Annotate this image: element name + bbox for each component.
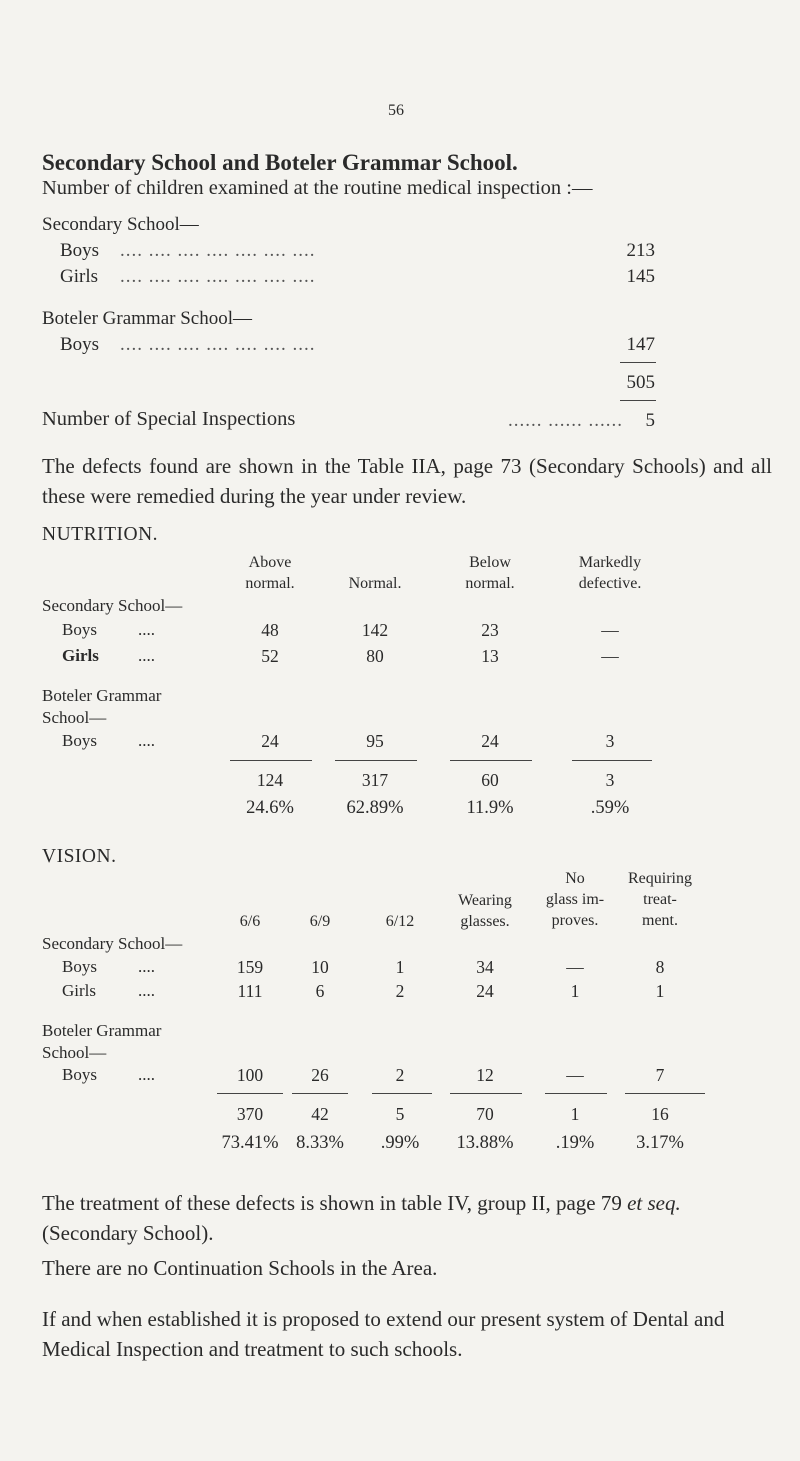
total-rule [620, 400, 656, 401]
row-label: Boys [62, 957, 97, 976]
table-cell: 6 [315, 981, 325, 1001]
table-cell: 3 [605, 731, 615, 751]
percent-cell: .99% [380, 1133, 420, 1153]
total-rule [230, 760, 312, 761]
table-cell: 10 [311, 957, 329, 977]
table-cell: 12 [476, 1065, 494, 1085]
leader-dots: ...... ...... ...... [508, 410, 623, 431]
total-rule [545, 1093, 607, 1094]
page-number: 56 [388, 102, 404, 119]
leader-dots: .... [138, 731, 155, 750]
table-cell: 1 [570, 981, 580, 1001]
total-rule [450, 1093, 522, 1094]
percent-cell: 8.33% [296, 1133, 344, 1153]
treatment-paragraph: The treatment of these defects is shown in table IV, group II, page 79 et seq. (Secondary School). [42, 1191, 681, 1245]
special-inspections-label: Number of Special Inspections [42, 408, 296, 430]
leader-dots: .... [138, 957, 155, 976]
page-title: Secondary School and Boteler Grammar School. [42, 150, 518, 175]
total-cell: 370 [236, 1104, 264, 1124]
total-cell: 3 [605, 770, 615, 790]
total-rule [625, 1093, 705, 1094]
table-cell: 24 [476, 981, 494, 1001]
row-label: Boys [62, 620, 97, 639]
total-rule [335, 760, 417, 761]
table-cell: 13 [481, 646, 499, 666]
percent-cell: 3.17% [636, 1133, 684, 1153]
table-cell: — [566, 1065, 584, 1085]
col-header-6-9: 6/9 [309, 913, 331, 930]
col-header-no-glass-improves: No glass im- proves. [545, 870, 605, 929]
boteler-school-label: Boteler Grammar [42, 1021, 162, 1040]
secondary-school-label: Secondary School— [42, 214, 199, 235]
secondary-school-label: Secondary School— [42, 596, 183, 615]
leader-dots: .... [138, 1065, 155, 1084]
girls-label: Girls [60, 266, 98, 287]
percent-cell: .19% [555, 1133, 595, 1153]
vision-title: VISION. [42, 846, 117, 867]
leader-dots: .... [138, 646, 155, 665]
col-header-6-6: 6/6 [239, 913, 261, 930]
total-rule [372, 1093, 432, 1094]
percent-cell: .59% [590, 798, 630, 818]
total-cell: 317 [361, 770, 389, 790]
boteler-school-label: Boteler Grammar School— [42, 308, 253, 329]
table-cell: 24 [481, 731, 499, 751]
boteler-school-label: School— [42, 1043, 107, 1062]
special-inspections-count: 5 [645, 410, 655, 431]
table-cell: 52 [261, 646, 279, 666]
table-cell: 7 [655, 1065, 665, 1085]
table-cell: 8 [655, 957, 665, 977]
row-label: Boys [62, 1065, 97, 1084]
total-rule [572, 760, 652, 761]
percent-cell: 73.41% [221, 1133, 279, 1153]
row-label: Boys [62, 731, 97, 750]
leader-dots: .... .... .... .... .... .... .... [120, 334, 316, 355]
col-header-below-normal: Below normal. [465, 554, 515, 592]
col-header-6-12: 6/12 [385, 913, 415, 930]
table-cell: 24 [261, 731, 279, 751]
table-cell: 23 [481, 620, 499, 640]
total-rule [620, 362, 656, 363]
table-cell: 142 [361, 620, 389, 640]
leader-dots: .... .... .... .... .... .... .... [120, 240, 316, 261]
table-cell: 111 [237, 981, 263, 1001]
table-cell: 159 [236, 957, 264, 977]
continuation-paragraph: There are no Continuation Schools in the Area. [42, 1256, 438, 1280]
leader-dots: .... [138, 981, 155, 1000]
boteler-school-label: Boteler Grammar [42, 686, 162, 705]
table-cell: 2 [395, 1065, 405, 1085]
table-cell: — [601, 620, 619, 640]
percent-cell: 24.6% [246, 798, 294, 818]
defects-paragraph: The defects found are shown in the Table IIA, page 73 (Secondary Schools) and all these were remedied during the year under review. [42, 454, 772, 508]
boys-count: 213 [626, 240, 655, 261]
total-cell: 42 [311, 1104, 329, 1124]
col-header-above-normal: Above normal. [245, 554, 295, 592]
nutrition-title: NUTRITION. [42, 524, 159, 545]
percent-cell: 62.89% [346, 798, 404, 818]
boteler-boys-count: 147 [626, 334, 655, 355]
total-cell: 16 [651, 1104, 669, 1124]
table-cell: — [601, 646, 619, 666]
table-cell: 95 [366, 731, 384, 751]
table-cell: 1 [395, 957, 405, 977]
total-rule [450, 760, 532, 761]
total-rule [217, 1093, 283, 1094]
girls-count: 145 [626, 266, 655, 287]
leader-dots: .... .... .... .... .... .... .... [120, 266, 316, 287]
total-cell: 70 [476, 1104, 494, 1124]
intro-text: Number of children examined at the routine medical inspection :— [42, 177, 593, 199]
dental-paragraph: If and when established it is proposed to extend our present system of Dental and Medical Inspection and treatment to such schools. [42, 1307, 725, 1361]
total-cell: 124 [256, 770, 284, 790]
table-cell: 1 [655, 981, 665, 1001]
table-cell: 80 [366, 646, 384, 666]
table-cell: 26 [311, 1065, 329, 1085]
percent-cell: 13.88% [456, 1133, 514, 1153]
total-cell: 1 [570, 1104, 580, 1124]
examined-total: 505 [626, 372, 655, 393]
total-cell: 60 [481, 770, 499, 790]
percent-cell: 11.9% [466, 798, 514, 818]
col-header-normal: Normal. [348, 575, 402, 592]
col-header-requiring-treatment: Requiring treat- ment. [628, 870, 692, 929]
table-cell: 2 [395, 981, 405, 1001]
table-cell: 34 [476, 957, 494, 977]
boteler-boys-label: Boys [60, 334, 100, 355]
boys-label: Boys [60, 240, 100, 261]
total-cell: 5 [395, 1104, 405, 1124]
secondary-school-label: Secondary School— [42, 934, 183, 953]
row-label: Girls [62, 981, 96, 1000]
table-cell: — [566, 957, 584, 977]
table-cell: 100 [236, 1065, 264, 1085]
total-rule [292, 1093, 348, 1094]
boteler-school-label: School— [42, 708, 107, 727]
row-label: Girls [62, 646, 99, 665]
col-header-wearing-glasses: Wearing glasses. [458, 892, 512, 930]
col-header-markedly-defective: Markedly defective. [578, 554, 642, 592]
leader-dots: .... [138, 620, 155, 639]
table-cell: 48 [261, 620, 279, 640]
